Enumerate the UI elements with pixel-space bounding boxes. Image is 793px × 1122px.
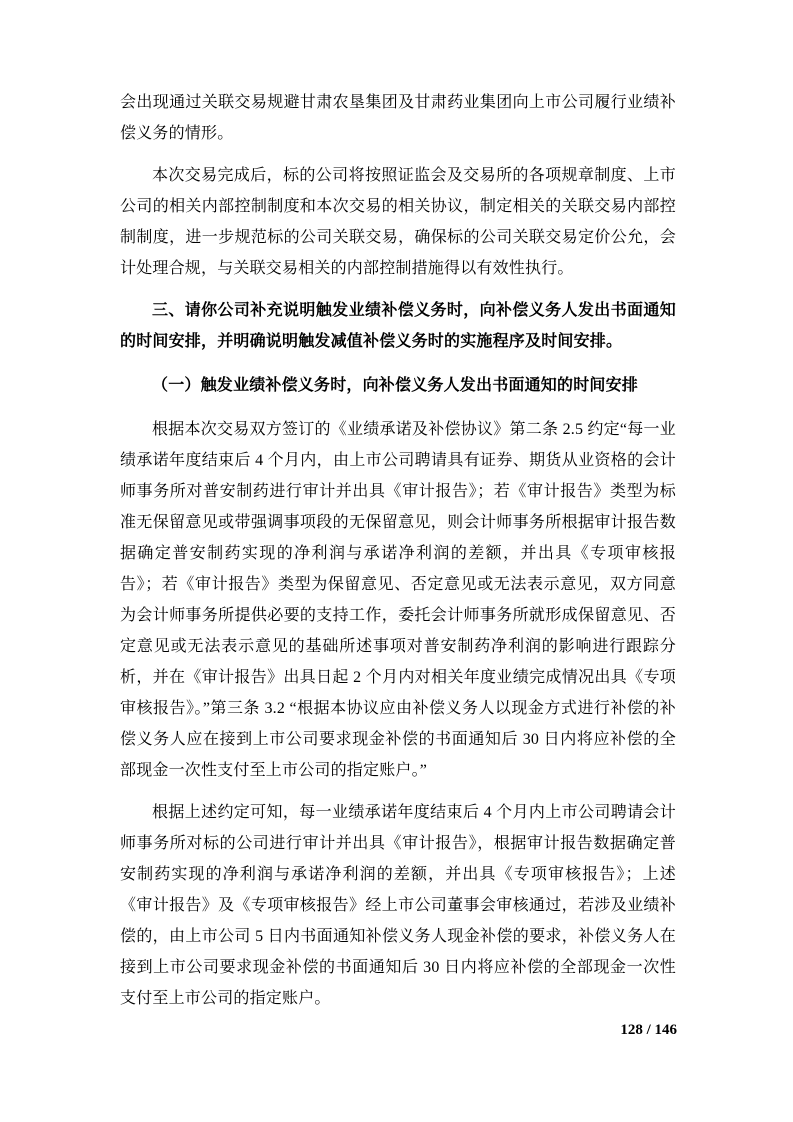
paragraph-internal-control: 本次交易完成后，标的公司将按照证监会及交易所的各项规章制度、上市公司的相关内部控制制度和本次交易的相关协议，制定相关的关联交易内部控制制度，进一步规范标的公司关联交易，确保标的公司关联交易定价公允，会计处理合规，与关联交易相关的内部控制措施得以有效性执行。 [120,167,676,277]
document-body [120,87,676,1025]
paragraph-agreement-terms: 根据本次交易双方签订的《业绩承诺及补偿协议》第二条 2.5 约定“每一业绩承诺年度结束后 4 个月内，由上市公司聘请具有证券、期货从业资格的会计师事务所对普安制药进行审计并出具《审计报告》；若《审计报告》类型为标准无保留意见或带强调事项段的无保留意见，则会计师事务所根据审计报告数据确定普安制药实现的净利润与承诺净利润的差额，并出具《专项审核报告》；若《审计报告》类型为保留意见、否定意见或无法表示意见，双方同意为会计师事务所提供必要的支持工作，委托会计师事务所就形成保留意见、否定意见或无法表示意见的基础所述事项对普安制药净利润的影响进行跟踪分析，并在《审计报告》出具日起 2 个月内对相关年度业绩完成情况出具《专项审核报告》。”第三条 3.2 “根据本协议应由补偿义务人以现金方式进行补偿的补偿义务人应在接到上市公司要求现金补偿的书面通知后 30 日内将应补偿的全部现金一次性支付至上市公司的指定账户。” [120,421,676,779]
section-heading-three: 三、请你公司补充说明触发业绩补偿义务时，向补偿义务人发出书面通知的时间安排，并明确说明触发减值补偿义务时的实施程序及时间安排。 [120,302,676,350]
page-number: 128 / 146 [620,1022,677,1038]
paragraph-continuation: 会出现通过关联交易规避甘肃农垦集团及甘肃药业集团向上市公司履行业绩补偿义务的情形。 [120,94,676,142]
paragraph-summary: 根据上述约定可知，每一业绩承诺年度结束后 4 个月内上市公司聘请会计师事务所对标的公司进行审计并出具《审计报告》，根据审计报告数据确定普安制药实现的净利润与承诺净利润的差额，并出具《专项审核报告》；上述《审计报告》及《专项审核报告》经上市公司董事会审核通过，若涉及业绩补偿的，由上市公司 5 日内书面通知补偿义务人现金补偿的要求，补偿义务人在接到上市公司要求现金补偿的书面通知后 30 日内将应补偿的全部现金一次性支付至上市公司的指定账户。 [120,804,676,1007]
subsection-heading-one: （一）触发业绩补偿义务时，向补偿义务人发出书面通知的时间安排 [152,377,639,394]
